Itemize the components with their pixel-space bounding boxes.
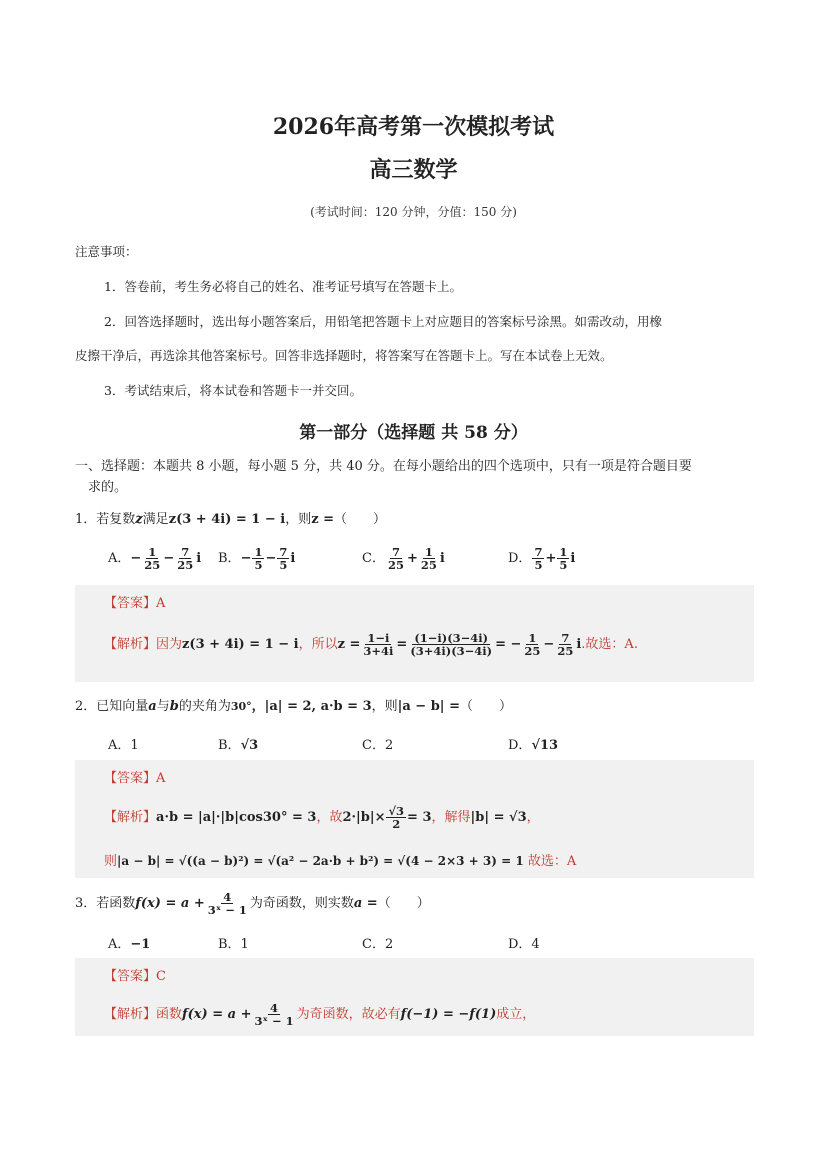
fraction xyxy=(557,546,569,571)
numerator: 7 xyxy=(534,545,543,559)
analysis-tag: 【解析】 xyxy=(104,810,157,826)
fraction xyxy=(419,546,439,571)
q1-analysis xyxy=(104,632,638,657)
q1-satisfy: 满足 xyxy=(142,512,169,527)
q3-analysis xyxy=(104,1002,535,1027)
option-value: √3 xyxy=(240,738,259,753)
denominator: 5 xyxy=(254,558,263,573)
denominator: 25 xyxy=(524,644,541,659)
question-2-stem xyxy=(75,695,512,714)
q2-option-a: A．1 xyxy=(108,738,139,753)
sign: − xyxy=(163,551,175,567)
numerator: 7 xyxy=(391,545,400,559)
q1-option-b xyxy=(218,546,295,571)
numerator: (1−i)(3−4i) xyxy=(414,631,489,645)
imag-unit: i xyxy=(196,551,202,567)
note-item: 1．答卷前，考生务必将自己的姓名、准考证号填写在答题卡上。 xyxy=(104,279,462,294)
question-1-stem xyxy=(75,508,386,527)
q2-analysis-line-1 xyxy=(104,805,540,830)
numerator: √3 xyxy=(388,804,405,818)
exam-info: (考试时间：120 分钟，分值：150 分) xyxy=(310,205,517,219)
denominator: 25 xyxy=(557,644,574,659)
denominator: 25 xyxy=(177,558,194,573)
q3-option-d: D．4 xyxy=(508,937,540,952)
q2-expr: |a − b| = xyxy=(397,699,460,714)
denominator: 3ˣ − 1 xyxy=(254,1014,294,1029)
answer-blank: （ ） xyxy=(459,699,512,714)
numerator: 1 xyxy=(424,545,433,559)
analysis-equation: f(x) = a + xyxy=(182,1007,252,1023)
option-value: −1 xyxy=(130,937,151,952)
fraction xyxy=(386,546,406,571)
sign: − xyxy=(240,551,252,567)
option-label: D． xyxy=(508,738,532,753)
numerator: 4 xyxy=(223,890,232,904)
analysis-text: ， xyxy=(526,810,540,826)
q2-condition: ，|a| = 2, a·b = 3 xyxy=(251,699,372,714)
numerator: 1 xyxy=(254,545,263,559)
fraction xyxy=(206,891,249,916)
numerator: 1 xyxy=(559,545,568,559)
analysis-tag: 【解析】 xyxy=(104,637,157,653)
analysis-text: 成立， xyxy=(496,1007,536,1023)
analysis-equation: a·b = |a|·|b|cos30° = 3 xyxy=(156,810,317,826)
note-item: 3．考试结束后，将本试卷和答题卡一并交回。 xyxy=(104,383,362,398)
q2-option-d xyxy=(508,734,558,753)
numerator: 1−i xyxy=(367,631,390,645)
denominator: 3+4i xyxy=(363,644,394,659)
option-label: D． xyxy=(508,551,532,567)
analysis-equation: |a − b| = √((a − b)²) = √(a² − 2a·b + b²) = √(4 − 2×3 + 3) = 1 xyxy=(117,854,524,868)
answer-tag: 【答案】 xyxy=(104,969,157,984)
q1-prefix: 1．若复数 xyxy=(75,512,136,527)
q1-var-z: z xyxy=(135,512,143,527)
q1-option-d xyxy=(508,546,575,571)
q3-a-eq: a = xyxy=(353,896,378,912)
q1-option-c xyxy=(362,546,445,571)
numerator: 1 xyxy=(148,545,157,559)
q3-odd: 为奇函数，则实数 xyxy=(249,896,354,912)
analysis-equation: − xyxy=(543,637,555,653)
note-item: 皮擦干净后，再选涂其他答案标号。回答非选择题时，将答案写在答题卡上。写在本试卷上无效。 xyxy=(75,348,613,363)
section-title: 第一部分（选择题 共 58 分） xyxy=(299,423,528,443)
q3-option-b: B．1 xyxy=(218,937,249,952)
numerator: 7 xyxy=(279,545,288,559)
analysis-equation: = xyxy=(396,637,408,653)
answer-blank: （ ） xyxy=(334,512,387,527)
section-instruction: 一、选择题：本题共 8 小题，每小题 5 分，共 40 分。在每小题给出的四个选项中，只有一项是符合题目要 xyxy=(75,459,692,474)
q3-prefix: 3．若函数 xyxy=(75,896,136,912)
q2-option-b xyxy=(218,734,258,753)
fraction xyxy=(386,805,406,830)
answer-value: C xyxy=(156,969,166,984)
q1-answer xyxy=(104,592,165,611)
q2-analysis-line-2 xyxy=(104,850,576,869)
answer-value: A xyxy=(156,596,166,611)
numerator: 1 xyxy=(528,631,537,645)
numerator: 7 xyxy=(561,631,570,645)
imag-unit: i xyxy=(570,551,576,567)
vector-a: a xyxy=(148,699,157,714)
analysis-text: 则 xyxy=(104,854,118,869)
q3-function: f(x) = a + xyxy=(135,896,205,912)
option-label: B． xyxy=(218,738,241,753)
analysis-equation: |b| = √3 xyxy=(470,810,527,826)
denominator: 5 xyxy=(559,558,568,573)
q1-equation: z(3 + 4i) = 1 − i xyxy=(168,512,286,527)
answer-tag: 【答案】 xyxy=(104,596,157,611)
q3-answer xyxy=(104,965,166,984)
analysis-equation: = 3 xyxy=(407,810,432,826)
denominator: 2 xyxy=(392,817,401,832)
analysis-text: 为奇函数，故必有 xyxy=(296,1007,401,1023)
sign: + xyxy=(406,551,418,567)
q1-z-eq: z = xyxy=(311,512,335,527)
page-title: 2026年高考第一次模拟考试 xyxy=(272,114,555,140)
analysis-text: ，所以 xyxy=(298,637,338,653)
q1-then: ，则 xyxy=(285,512,312,527)
q3-option-c: C．2 xyxy=(362,937,394,952)
q2-prefix: 2．已知向量 xyxy=(75,699,149,714)
sign: + xyxy=(545,551,557,567)
analysis-equation: = − xyxy=(495,637,522,653)
analysis-text: 因为 xyxy=(156,637,183,653)
vector-b: b xyxy=(169,699,179,714)
analysis-equation: z(3 + 4i) = 1 − i xyxy=(182,637,299,653)
answer-value: A xyxy=(156,771,166,786)
numerator: 7 xyxy=(181,545,190,559)
sign: − xyxy=(265,551,277,567)
denominator: (3+4i)(3−4i) xyxy=(410,644,493,659)
imag-unit: i xyxy=(290,551,296,567)
numerator: 4 xyxy=(270,1001,279,1015)
fraction xyxy=(532,546,544,571)
sign: − xyxy=(130,551,142,567)
analysis-tag: 【解析】 xyxy=(104,1007,157,1023)
analysis-text: .故选：A. xyxy=(581,637,638,653)
fraction xyxy=(175,546,195,571)
fraction xyxy=(361,632,395,657)
q2-angle-text: 的夹角为 xyxy=(178,699,231,714)
q2-answer xyxy=(104,767,165,786)
fraction xyxy=(142,546,162,571)
analysis-equation: f(−1) = −f(1) xyxy=(400,1007,497,1023)
imag-unit: i xyxy=(576,637,582,653)
analysis-text: ，解得 xyxy=(431,810,471,826)
answer-tag: 【答案】 xyxy=(104,771,157,786)
q2-option-c: C．2 xyxy=(362,738,394,753)
analysis-text: 故选：A xyxy=(527,854,577,869)
denominator: 3ˣ − 1 xyxy=(207,903,247,918)
analysis-text: ，故 xyxy=(316,810,343,826)
denominator: 5 xyxy=(534,558,543,573)
option-value: √13 xyxy=(531,738,559,753)
option-label: C． xyxy=(362,551,385,567)
analysis-text: 函数 xyxy=(156,1007,183,1023)
subject-title: 高三数学 xyxy=(369,157,458,183)
fraction xyxy=(252,546,264,571)
fraction xyxy=(277,546,289,571)
fraction xyxy=(252,1002,295,1027)
q2-angle: 30° xyxy=(230,700,252,713)
option-label: A． xyxy=(108,937,131,952)
denominator: 25 xyxy=(387,558,404,573)
analysis-equation: 2·|b|× xyxy=(342,810,386,826)
denominator: 25 xyxy=(144,558,161,573)
option-label: A． xyxy=(108,551,131,567)
fraction xyxy=(522,632,542,657)
notes-heading: 注意事项： xyxy=(75,244,138,259)
denominator: 5 xyxy=(279,558,288,573)
q3-option-a xyxy=(108,933,150,952)
option-label: B． xyxy=(218,551,241,567)
section-instruction-cont: 求的。 xyxy=(88,480,128,495)
question-3-stem xyxy=(75,891,430,916)
note-item: 2．回答选择题时，选出每小题答案后，用铅笔把答题卡上对应题目的答案标号涂黑。如需改动，用橡 xyxy=(104,314,662,329)
fraction xyxy=(408,632,494,657)
answer-blank: （ ） xyxy=(377,896,430,912)
q2-then: ，则 xyxy=(371,699,398,714)
denominator: 25 xyxy=(420,558,437,573)
imag-unit: i xyxy=(439,551,445,567)
q2-and: 与 xyxy=(156,699,170,714)
analysis-equation: z = xyxy=(337,637,361,653)
fraction xyxy=(555,632,575,657)
q1-option-a xyxy=(108,546,201,571)
